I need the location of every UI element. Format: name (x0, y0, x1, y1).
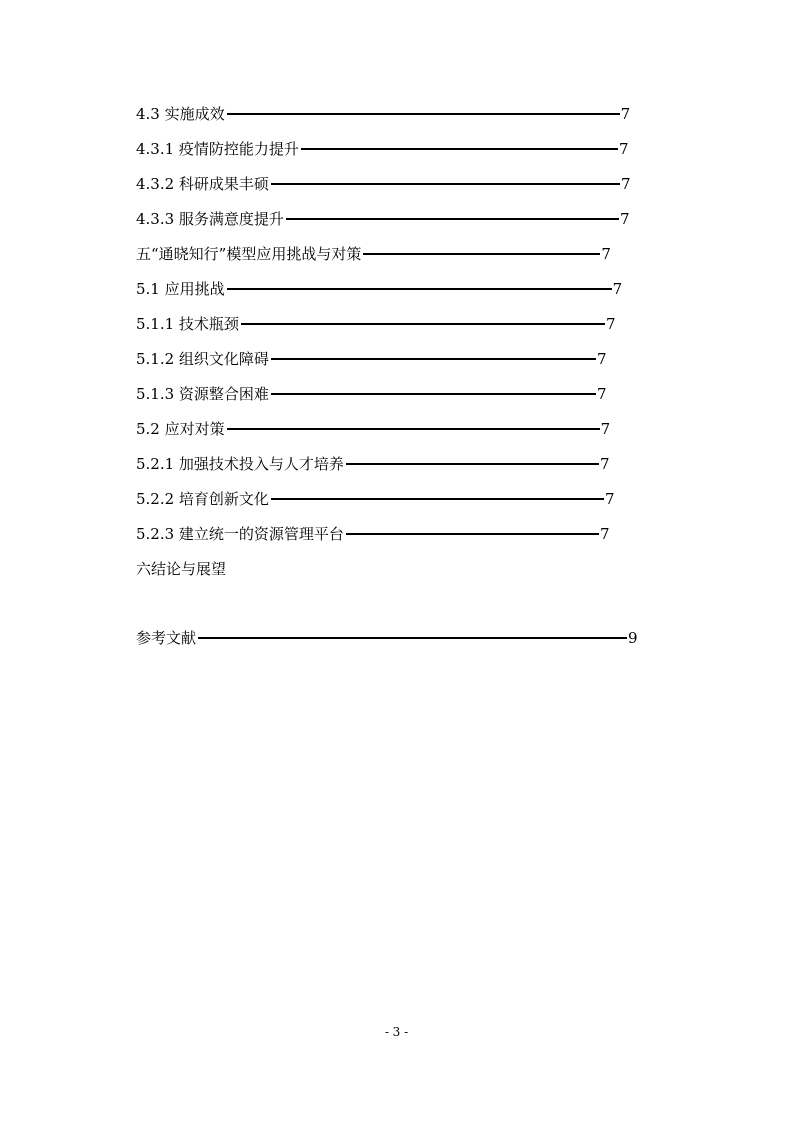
toc-leader-line (241, 323, 605, 325)
toc-entry-label: 5.2.2 培育创新文化 (136, 490, 269, 508)
toc-leader-line (286, 218, 619, 220)
toc-entry-page: 7 (596, 384, 607, 403)
toc-entry (136, 341, 656, 376)
toc-entry-label: 5.1 应用挑战 (136, 280, 225, 298)
blank-line (136, 586, 656, 620)
toc-entry-page: 9 (628, 628, 638, 647)
toc-leader-line (301, 148, 618, 150)
toc-entry-page: 7 (605, 314, 616, 333)
toc-entry-page: 7 (619, 209, 630, 228)
toc-leader-line (227, 428, 600, 430)
toc-leader-line (227, 288, 612, 290)
toc-entry (136, 271, 656, 306)
toc-entry-page: 7 (599, 454, 610, 473)
toc-entry-label: 5.1.3 资源整合困难 (136, 385, 269, 403)
toc-entry (136, 201, 656, 236)
table-of-contents (136, 96, 656, 655)
toc-entry (136, 131, 656, 166)
toc-leader-line (346, 463, 599, 465)
toc-entry-label: 5.1.2 组织文化障碍 (136, 350, 269, 368)
toc-leader-line (271, 183, 620, 185)
toc-leader-line (271, 498, 604, 500)
toc-entry-label: 五“通晓知行”模型应用挑战与对策 (136, 245, 362, 263)
toc-entry-label: 5.2.1 加强技术投入与人才培养 (136, 455, 344, 473)
toc-entry (136, 376, 656, 411)
toc-leader-line (363, 253, 600, 255)
toc-entry (136, 411, 656, 446)
toc-entry (136, 551, 656, 586)
toc-leader-line (227, 113, 620, 115)
toc-entry (136, 96, 656, 131)
toc-leader-line (346, 533, 599, 535)
page-number: - 3 - (384, 1025, 409, 1039)
toc-entry-page: 7 (620, 104, 631, 123)
toc-entry-page: 7 (618, 139, 629, 158)
toc-entry (136, 516, 656, 551)
toc-entry (136, 306, 656, 341)
toc-entry-label: 4.3.3 服务满意度提升 (136, 210, 284, 228)
toc-entry-label: 4.3.1 疫情防控能力提升 (136, 140, 299, 158)
toc-entry-page: 7 (620, 174, 631, 193)
toc-entry-page: 7 (604, 489, 615, 508)
toc-entry-page: 7 (600, 419, 611, 438)
toc-entry-label: 六结论与展望 (136, 560, 227, 578)
toc-entry (136, 620, 656, 655)
toc-entry-label: 参考文献 (136, 629, 197, 647)
toc-leader-line (271, 393, 596, 395)
toc-leader-line (198, 637, 627, 639)
toc-entry (136, 446, 656, 481)
toc-entry-label: 4.3.2 科研成果丰硕 (136, 175, 269, 193)
toc-entry-label: 4.3 实施成效 (136, 105, 225, 123)
toc-entry (136, 236, 656, 271)
toc-entry (136, 481, 656, 516)
toc-entry-page: 7 (596, 349, 607, 368)
toc-entry-page: 7 (601, 244, 611, 263)
toc-entry-page: 7 (599, 524, 610, 543)
toc-entry-label: 5.2 应对对策 (136, 420, 225, 438)
toc-leader-line (271, 358, 596, 360)
toc-entry-label: 5.1.1 技术瓶颈 (136, 315, 239, 333)
toc-entry-page: 7 (612, 279, 623, 298)
toc-entry-label: 5.2.3 建立统一的资源管理平台 (136, 525, 344, 543)
toc-entry (136, 166, 656, 201)
